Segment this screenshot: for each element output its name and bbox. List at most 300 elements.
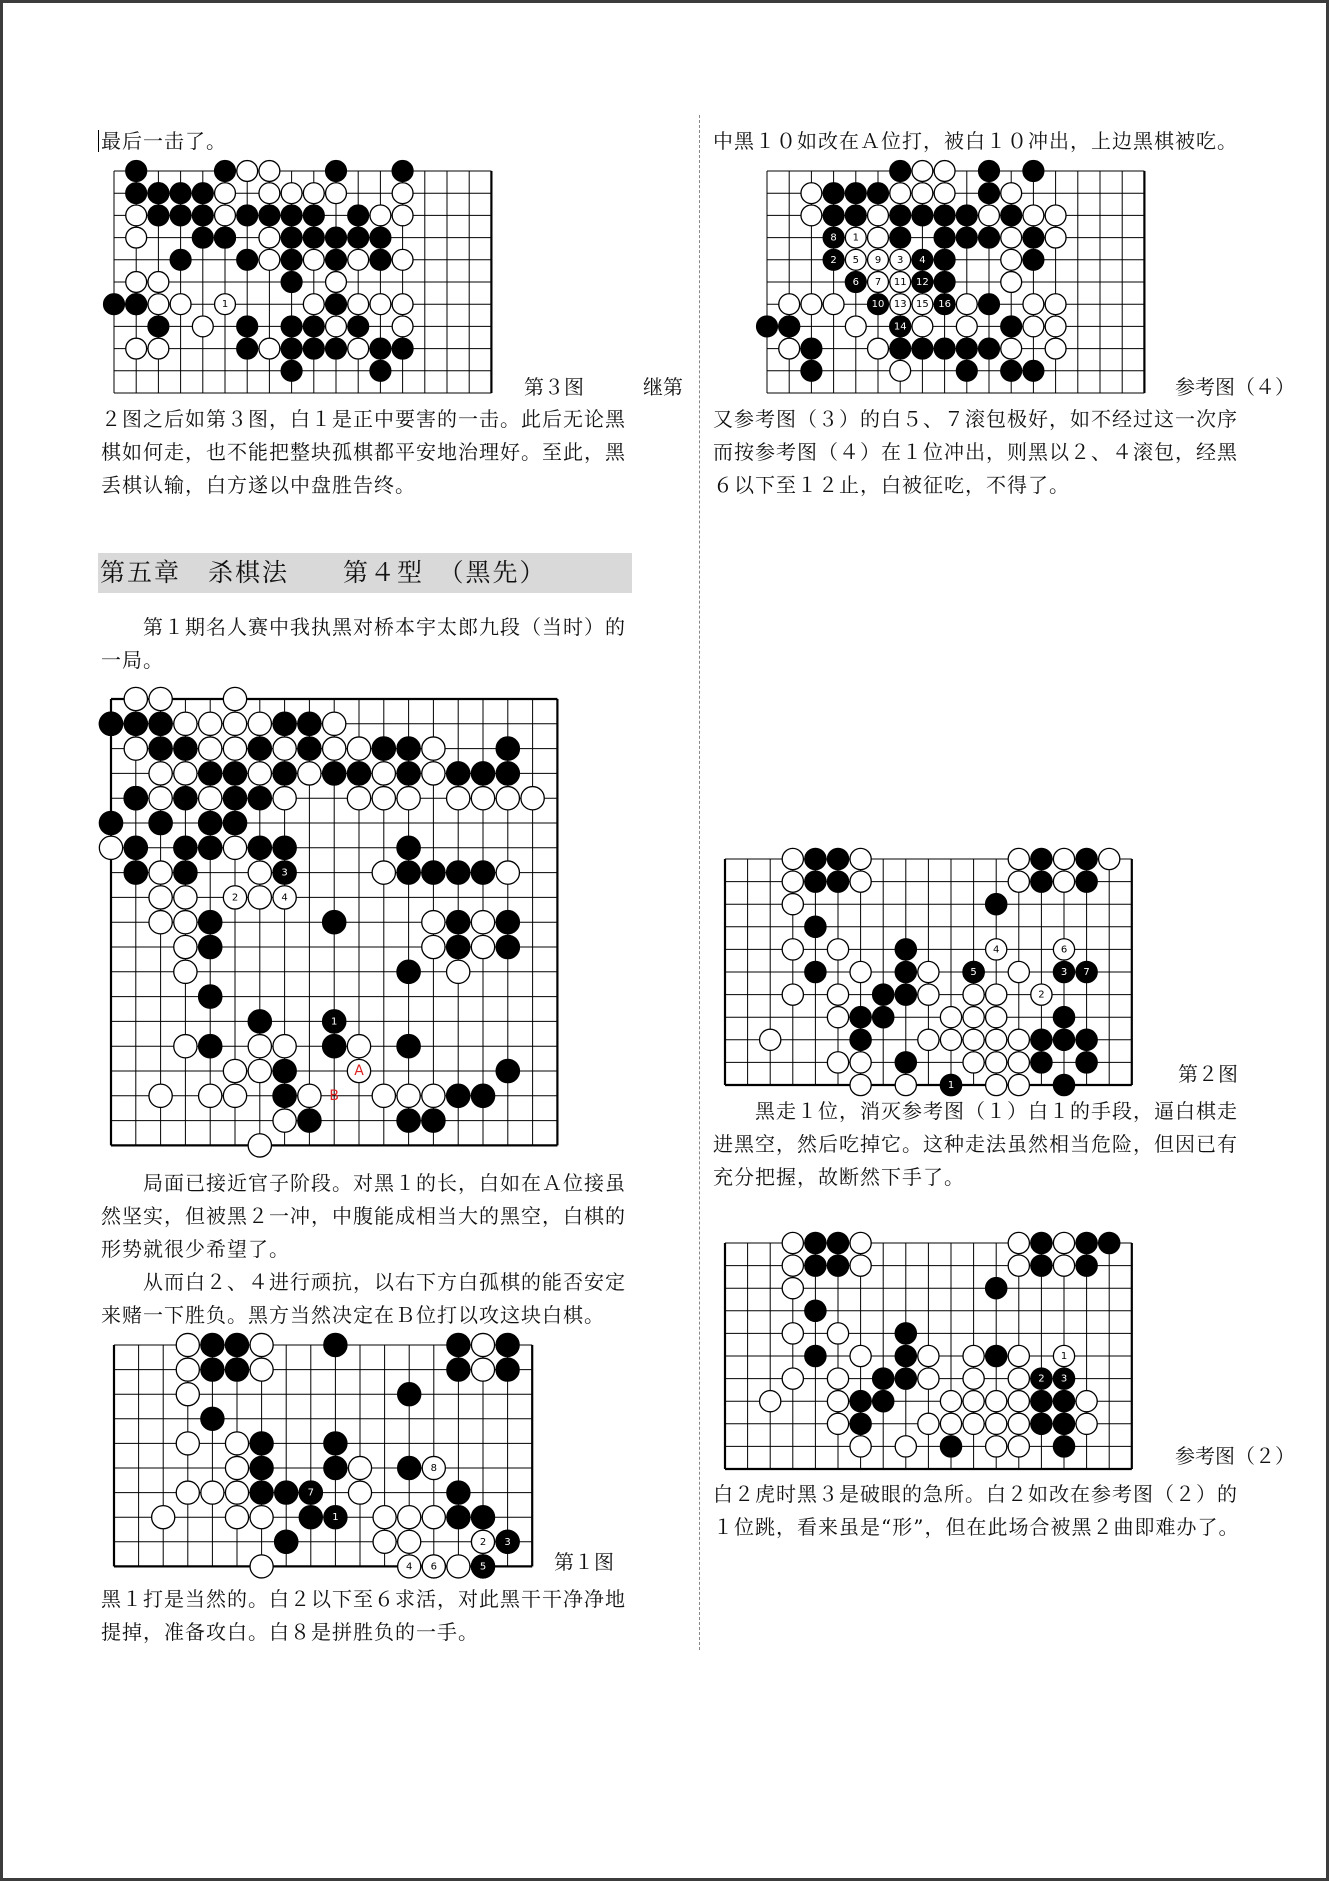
white-stone	[1001, 227, 1022, 248]
black-stone	[273, 1059, 296, 1082]
black-stone	[248, 737, 271, 760]
white-stone	[370, 294, 391, 315]
white-stone	[223, 737, 246, 760]
black-stone	[805, 961, 826, 982]
move-number: 1	[852, 232, 859, 244]
black-stone	[398, 1456, 421, 1479]
paragraph-fig1-line2: 提掉，准备攻白。白８是拼胜负的一手。	[101, 1620, 479, 1644]
white-stone	[782, 1368, 803, 1389]
white-stone	[149, 886, 172, 909]
grid-lines	[114, 1345, 532, 1566]
white-stone	[237, 161, 258, 182]
white-stone	[1008, 1368, 1029, 1389]
white-stone	[126, 227, 147, 248]
white-stone	[248, 886, 271, 909]
black-stone	[392, 338, 413, 359]
white-stone	[1008, 1413, 1029, 1434]
white-stone	[1099, 848, 1120, 869]
black-stone	[1023, 227, 1044, 248]
white-stone	[326, 183, 347, 204]
black-stone	[281, 249, 302, 270]
white-stone	[986, 1436, 1007, 1457]
white-stone	[174, 1035, 197, 1058]
white-stone	[174, 911, 197, 934]
white-stone	[801, 183, 822, 204]
white-stone	[1008, 1232, 1029, 1253]
black-stone	[471, 861, 494, 884]
black-stone	[124, 861, 147, 884]
black-stone	[303, 227, 324, 248]
paragraph-intro-line2: 一局。	[101, 648, 164, 672]
white-stone	[124, 737, 147, 760]
white-stone	[979, 205, 1000, 226]
white-stone	[422, 737, 445, 760]
move-number: 1	[947, 1080, 955, 1091]
black-stone	[398, 1383, 421, 1406]
white-stone	[373, 1506, 396, 1529]
white-stone	[940, 1391, 961, 1412]
white-stone	[303, 294, 324, 315]
black-stone	[1031, 1255, 1052, 1276]
white-stone	[986, 1007, 1007, 1028]
black-stone	[126, 183, 147, 204]
black-stone	[237, 316, 258, 337]
white-stone	[801, 205, 822, 226]
black-stone	[979, 338, 1000, 359]
white-stone	[890, 360, 911, 381]
black-stone	[192, 227, 213, 248]
white-stone	[176, 1358, 199, 1381]
white-stone	[845, 316, 866, 337]
black-stone	[370, 227, 391, 248]
white-stone	[397, 787, 420, 810]
grid-lines	[114, 171, 491, 393]
white-stone	[986, 1391, 1007, 1412]
black-stone	[323, 762, 346, 785]
white-stone	[827, 939, 848, 960]
black-stone	[324, 1432, 347, 1455]
go-diagram-fig2	[721, 855, 1139, 1091]
white-stone	[259, 227, 280, 248]
white-stone	[850, 1255, 871, 1276]
white-stone	[126, 338, 147, 359]
black-stone	[215, 227, 236, 248]
black-stone	[348, 316, 369, 337]
white-stone	[1045, 205, 1066, 226]
black-stone	[890, 227, 911, 248]
move-number: 8	[430, 1463, 437, 1474]
white-stone	[963, 1029, 984, 1050]
move-number: 3	[897, 254, 904, 266]
paragraph-mid-line2: 然坚实，但被黑２一冲，中腹能成相当大的黑空，白棋的	[101, 1204, 626, 1228]
white-stone	[827, 1413, 848, 1434]
white-stone	[273, 1109, 296, 1132]
black-stone	[447, 762, 470, 785]
white-stone	[1008, 1074, 1029, 1095]
white-stone	[223, 712, 246, 735]
white-stone	[347, 1035, 370, 1058]
ref4-caption: 参考图（４）	[1175, 375, 1295, 399]
white-stone	[392, 316, 413, 337]
white-stone	[1023, 294, 1044, 315]
black-stone	[326, 161, 347, 182]
black-stone	[324, 1456, 347, 1479]
move-number: 1	[331, 1016, 338, 1028]
white-stone	[170, 294, 191, 315]
move-number: 5	[479, 1561, 487, 1573]
white-stone	[223, 836, 246, 859]
black-stone	[496, 737, 519, 760]
white-stone	[1001, 338, 1022, 359]
black-stone	[496, 1059, 519, 1082]
black-stone	[275, 1530, 298, 1553]
black-stone	[124, 787, 147, 810]
black-stone	[323, 911, 346, 934]
white-stone	[176, 1383, 199, 1406]
black-stone	[471, 1084, 494, 1107]
black-stone	[1001, 316, 1022, 337]
black-stone	[801, 338, 822, 359]
white-stone	[422, 762, 445, 785]
white-stone	[248, 1134, 271, 1157]
black-stone	[124, 712, 147, 735]
white-stone	[986, 984, 1007, 1005]
paragraph-mid-line1: 局面已接近官子阶段。对黑１的长，白如在Ａ位接虽	[101, 1171, 626, 1195]
white-stone	[392, 249, 413, 270]
black-stone	[223, 787, 246, 810]
black-stone	[174, 861, 197, 884]
black-stone	[397, 1109, 420, 1132]
white-stone	[422, 935, 445, 958]
white-stone	[225, 1481, 248, 1504]
black-stone	[447, 1333, 470, 1356]
black-stone	[370, 249, 391, 270]
white-stone	[392, 294, 413, 315]
black-stone	[192, 183, 213, 204]
black-stone	[149, 811, 172, 834]
paragraph-fig2-line1: 黑走１位，消灭参考图（１）白１的手段，逼白棋走	[713, 1099, 1238, 1123]
black-stone	[281, 316, 302, 337]
black-stone	[1076, 871, 1097, 892]
white-stone	[1008, 1255, 1029, 1276]
black-stone	[956, 338, 977, 359]
black-stone	[1053, 1074, 1074, 1095]
white-stone	[912, 183, 933, 204]
black-stone	[273, 836, 296, 859]
black-stone	[956, 227, 977, 248]
white-stone	[259, 249, 280, 270]
paragraph-mid-line3: 形势就很少希望了。	[101, 1237, 290, 1261]
black-stone	[827, 1255, 848, 1276]
black-stone	[303, 338, 324, 359]
black-stone	[890, 338, 911, 359]
white-stone	[250, 1333, 273, 1356]
white-stone	[248, 861, 271, 884]
white-stone	[447, 787, 470, 810]
white-stone	[199, 712, 222, 735]
white-stone	[225, 1506, 248, 1529]
paragraph-ref4-line1: 又参考图（３）的白５、７滚包极好，如不经过这一次序	[713, 407, 1238, 431]
black-stone	[225, 1358, 248, 1381]
black-stone	[934, 272, 955, 293]
black-stone	[298, 1109, 321, 1132]
black-stone	[805, 1232, 826, 1253]
white-stone	[963, 1391, 984, 1412]
black-stone	[447, 935, 470, 958]
black-stone	[248, 836, 271, 859]
white-stone	[850, 1345, 871, 1366]
white-stone	[348, 294, 369, 315]
go-diagram-main	[97, 685, 573, 1161]
black-stone	[372, 737, 395, 760]
black-stone	[397, 960, 420, 983]
black-stone	[237, 205, 258, 226]
black-stone	[447, 1481, 470, 1504]
white-stone	[326, 316, 347, 337]
black-stone	[170, 205, 191, 226]
black-stone	[223, 762, 246, 785]
white-stone	[1023, 205, 1044, 226]
white-stone	[174, 935, 197, 958]
white-stone	[850, 1436, 871, 1457]
white-stone	[372, 787, 395, 810]
black-stone	[397, 1035, 420, 1058]
white-stone	[373, 1530, 396, 1553]
point-label: A	[354, 1063, 364, 1079]
white-stone	[348, 338, 369, 359]
black-stone	[199, 1035, 222, 1058]
move-number: 6	[430, 1561, 437, 1573]
black-stone	[827, 848, 848, 869]
white-stone	[1008, 1345, 1029, 1366]
white-stone	[760, 1391, 781, 1412]
black-stone	[397, 737, 420, 760]
white-stone	[199, 737, 222, 760]
go-diagram-fig3	[110, 168, 512, 394]
white-stone	[126, 205, 147, 226]
white-stone	[298, 762, 321, 785]
document-page	[3, 3, 1326, 1878]
white-stone	[201, 1481, 224, 1504]
white-stone	[827, 1007, 848, 1028]
point-label: B	[329, 1087, 340, 1104]
black-stone	[273, 1084, 296, 1107]
black-stone	[1023, 360, 1044, 381]
black-stone	[890, 161, 911, 182]
black-stone	[323, 1035, 346, 1058]
white-stone	[471, 935, 494, 958]
black-stone	[873, 1007, 894, 1028]
white-stone	[963, 984, 984, 1005]
white-stone	[248, 1059, 271, 1082]
move-number: 2	[830, 254, 837, 266]
white-stone	[447, 960, 470, 983]
white-stone	[372, 762, 395, 785]
black-stone	[496, 935, 519, 958]
black-stone	[199, 811, 222, 834]
white-stone	[259, 183, 280, 204]
move-number: 6	[1060, 944, 1068, 956]
white-stone	[782, 1232, 803, 1253]
white-stone	[323, 712, 346, 735]
white-stone	[248, 1035, 271, 1058]
white-stone	[176, 1333, 199, 1356]
go-diagram-fig1	[110, 1341, 540, 1573]
white-stone	[934, 183, 955, 204]
black-stone	[324, 1333, 347, 1356]
black-stone	[250, 1481, 273, 1504]
paragraph-intro-line1: 第１期名人赛中我执黑对桥本宇太郎九段（当时）的	[101, 615, 626, 639]
black-stone	[1053, 1029, 1074, 1050]
black-stone	[215, 161, 236, 182]
black-stone	[326, 249, 347, 270]
black-stone	[174, 836, 197, 859]
white-stone	[174, 712, 197, 735]
paragraph-fig2-line3: 充分把握，故断然下手了。	[713, 1165, 965, 1189]
white-stone	[422, 1506, 445, 1529]
paragraph-fig3-line3: 丢棋认输，白方遂以中盘胜告终。	[101, 473, 416, 497]
white-stone	[447, 1555, 470, 1578]
black-stone	[447, 861, 470, 884]
white-stone	[1076, 1391, 1097, 1412]
black-stone	[273, 762, 296, 785]
black-stone	[397, 861, 420, 884]
black-stone	[281, 360, 302, 381]
black-stone	[496, 911, 519, 934]
white-stone	[1053, 848, 1074, 869]
white-stone	[782, 1278, 803, 1299]
black-stone	[370, 360, 391, 381]
black-stone	[223, 811, 246, 834]
black-stone	[1001, 205, 1022, 226]
white-stone	[392, 205, 413, 226]
move-number: 1	[1060, 1351, 1068, 1362]
black-stone	[1001, 360, 1022, 381]
white-stone	[895, 1074, 916, 1095]
white-stone	[471, 911, 494, 934]
white-stone	[890, 183, 911, 204]
black-stone	[104, 294, 125, 315]
white-stone	[215, 183, 236, 204]
move-number: 2	[479, 1536, 487, 1548]
black-stone	[447, 1358, 470, 1381]
white-stone	[912, 316, 933, 337]
black-stone	[237, 249, 258, 270]
black-stone	[326, 294, 347, 315]
white-stone	[148, 272, 169, 293]
white-stone	[496, 861, 519, 884]
white-stone	[1001, 272, 1022, 293]
black-stone	[99, 811, 122, 834]
black-stone	[873, 984, 894, 1005]
black-stone	[281, 338, 302, 359]
black-stone	[850, 1007, 871, 1028]
move-number: 16	[938, 299, 951, 311]
white-stone	[199, 787, 222, 810]
move-number: 5	[852, 254, 859, 266]
black-stone	[805, 1345, 826, 1366]
white-stone	[176, 1481, 199, 1504]
white-stone	[1045, 294, 1066, 315]
paragraph-ref2-line2: １位跳，看来虽是“形”，但在此场合被黑２曲即难办了。	[713, 1515, 1240, 1539]
black-stone	[392, 161, 413, 182]
white-stone	[782, 939, 803, 960]
white-stone	[521, 787, 544, 810]
paragraph-mid-line4: 从而白２、４进行顽抗，以右下方白孤棋的能否安定	[101, 1270, 626, 1294]
white-stone	[1008, 1052, 1029, 1073]
white-stone	[801, 294, 822, 315]
black-stone	[801, 360, 822, 381]
black-stone	[126, 161, 147, 182]
white-stone	[1045, 227, 1066, 248]
black-stone	[895, 1368, 916, 1389]
black-stone	[348, 205, 369, 226]
white-stone	[918, 1413, 939, 1434]
black-stone	[850, 1029, 871, 1050]
white-stone	[259, 161, 280, 182]
black-stone	[281, 205, 302, 226]
white-stone	[250, 1358, 273, 1381]
move-number: 2	[231, 892, 239, 904]
white-stone	[174, 886, 197, 909]
move-number: 7	[307, 1487, 314, 1499]
white-stone	[303, 249, 324, 270]
black-stone	[348, 227, 369, 248]
move-number: 5	[970, 967, 977, 978]
white-stone	[912, 161, 933, 182]
black-stone	[170, 183, 191, 204]
white-stone	[225, 1432, 248, 1455]
white-stone	[223, 687, 246, 710]
white-stone	[248, 712, 271, 735]
black-stone	[199, 836, 222, 859]
move-number: 9	[874, 254, 882, 266]
black-stone	[979, 294, 1000, 315]
white-stone	[273, 737, 296, 760]
black-stone	[148, 316, 169, 337]
black-stone	[447, 911, 470, 934]
black-stone	[199, 985, 222, 1008]
black-stone	[225, 1333, 248, 1356]
white-stone	[986, 1029, 1007, 1050]
black-stone	[192, 205, 213, 226]
white-stone	[986, 1413, 1007, 1434]
black-stone	[1031, 848, 1052, 869]
white-stone	[956, 316, 977, 337]
black-stone	[1023, 161, 1044, 182]
white-stone	[250, 1555, 273, 1578]
white-stone	[918, 961, 939, 982]
white-stone	[273, 787, 296, 810]
paragraph-fig1-line1: 黑１打是当然的。白２以下至６求活，对此黑干干净净地	[101, 1587, 626, 1611]
black-stone	[1031, 1391, 1052, 1412]
white-stone	[1008, 1391, 1029, 1412]
black-stone	[496, 1358, 519, 1381]
white-stone	[1008, 871, 1029, 892]
white-stone	[250, 1506, 273, 1529]
white-stone	[273, 1035, 296, 1058]
black-stone	[259, 205, 280, 226]
white-stone	[298, 1084, 321, 1107]
go-diagram-ref4	[763, 168, 1165, 394]
white-stone	[1053, 1255, 1074, 1276]
black-stone	[979, 183, 1000, 204]
move-number: 6	[852, 277, 859, 288]
white-stone	[1008, 961, 1029, 982]
white-stone	[149, 687, 172, 710]
black-stone	[273, 712, 296, 735]
black-stone	[934, 338, 955, 359]
